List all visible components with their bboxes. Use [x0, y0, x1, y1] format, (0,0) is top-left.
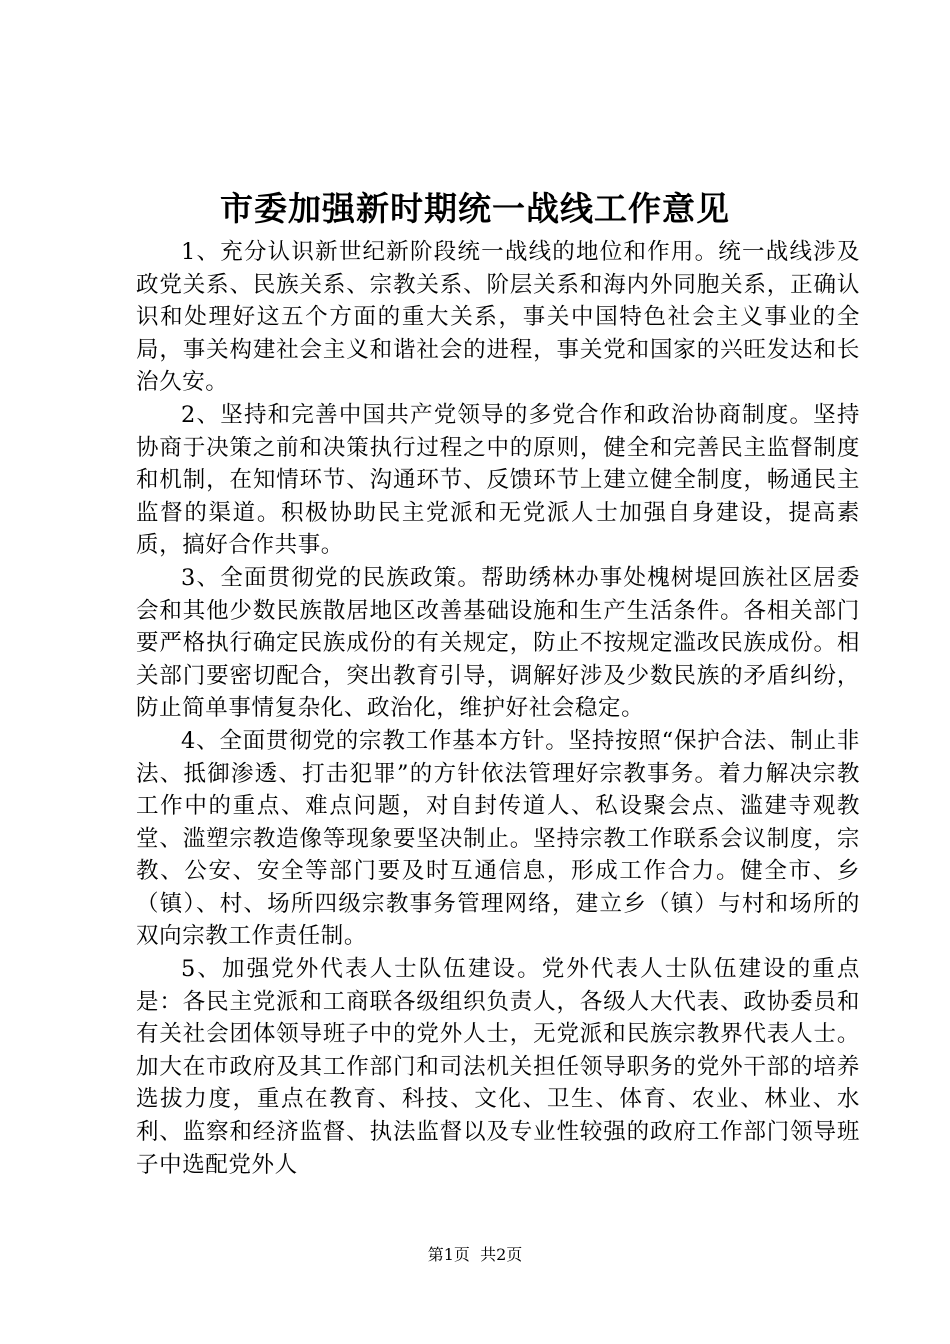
- paragraph-5: 5、加强党外代表人士队伍建设。党外代表人士队伍建设的重点是：各民主党派和工商联各级组织负责人，各级人大代表、政协委员和有关社会团体领导班子中的党外人士，无党派和民族宗教界代表人士。加大在市政府及其工作部门和司法机关担任领导职务的党外干部的培养选拔力度，重点在教育、科技、文化、卫生、体育、农业、林业、水利、监察和经济监督、执法监督以及专业性较强的政府工作部门领导班子中选配党外人: [136, 956, 860, 1178]
- paragraph-4: 4、全面贯彻党的宗教工作基本方针。坚持按照“保护合法、制止非法、抵御渗透、打击犯罪”的方针依法管理好宗教事务。着力解决宗教工作中的重点、难点问题，对自封传道人、私设聚会点、滥建寺观教堂、滥塑宗教造像等现象要坚决制止。坚持宗教工作联系会议制度，宗教、公安、安全等部门要及时互通信息，形成工作合力。健全市、乡（镇）、村、场所四级宗教事务管理网络，建立乡（镇）与村和场所的双向宗教工作责任制。: [136, 727, 860, 950]
- paragraph-1: 1、充分认识新世纪新阶段统一战线的地位和作用。统一战线涉及政党关系、民族关系、宗教关系、阶层关系和海内外同胞关系，正确认识和处理好这五个方面的重大关系，事关中国特色社会主义事业的全局，事关构建社会主义和谐社会的进程，事关党和国家的兴旺发达和长治久安。: [136, 239, 860, 396]
- page-footer: 第1页 共2页: [427, 1245, 523, 1264]
- document-title: 市委加强新时期统一战线工作意见: [220, 189, 730, 228]
- paragraph-3: 3、全面贯彻党的民族政策。帮助绣林办事处槐树堤回族社区居委会和其他少数民族散居地区改善基础设施和生产生活条件。各相关部门要严格执行确定民族成份的有关规定，防止不按规定滥改民族成份。相关部门要密切配合，突出教育引导，调解好涉及少数民族的矛盾纠纷，防止简单事情复杂化、政治化，维护好社会稳定。: [136, 564, 860, 722]
- document-body: [136, 236, 860, 1181]
- paragraph-2: 2、坚持和完善中国共产党领导的多党合作和政治协商制度。坚持协商于决策之前和决策执行过程之中的原则，健全和完善民主监督制度和机制，在知情环节、沟通环节、反馈环节上建立健全制度，畅通民主监督的渠道。积极协助民主党派和无党派人士加强自身建设，提高素质，搞好合作共事。: [136, 401, 860, 559]
